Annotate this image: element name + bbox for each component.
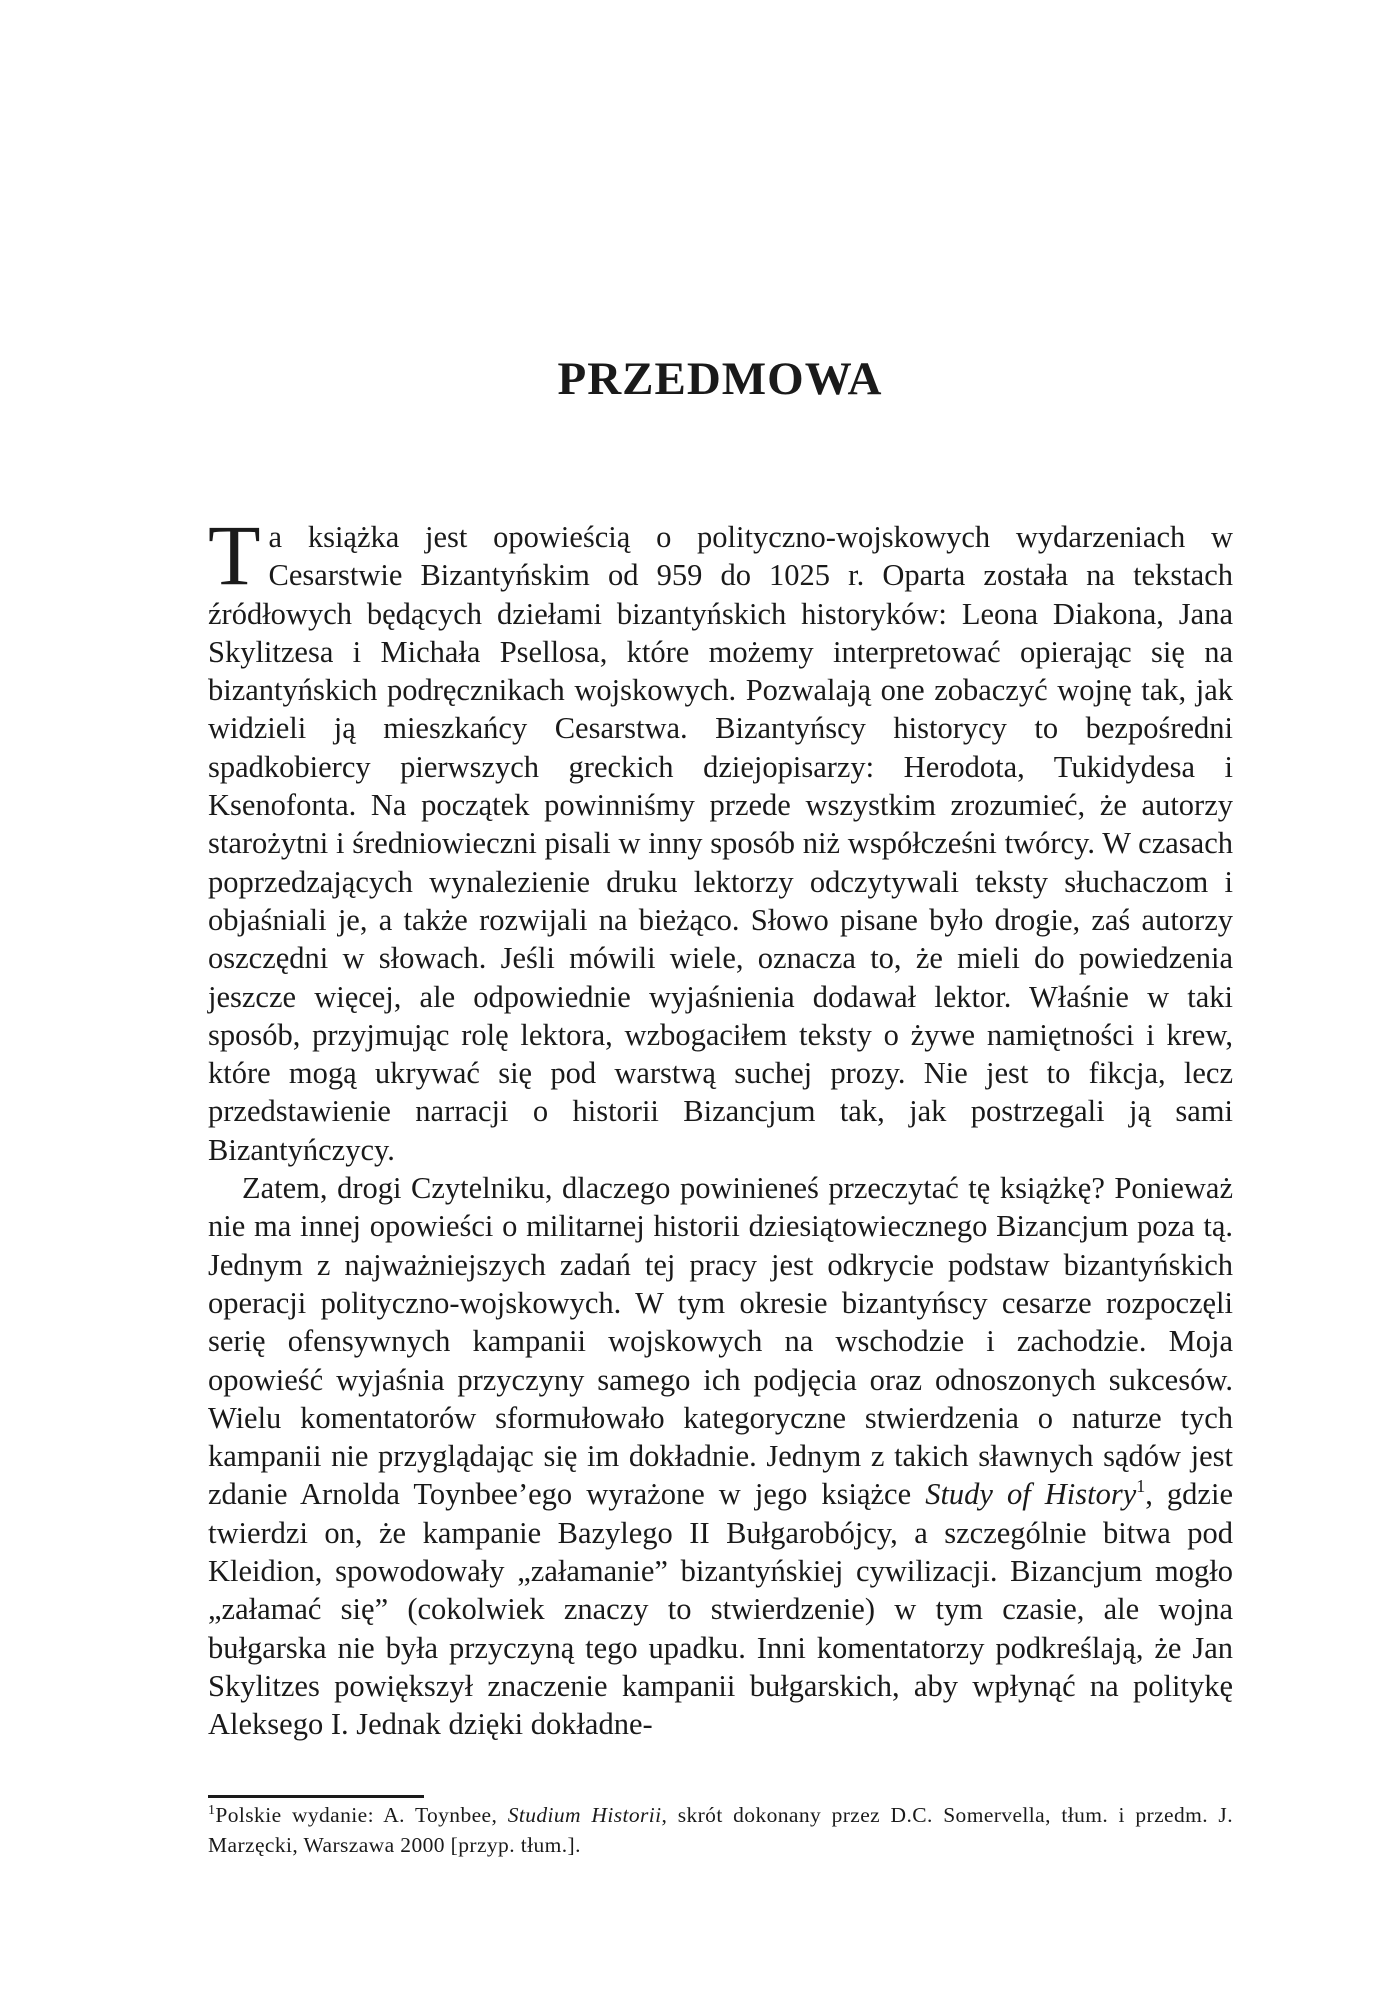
footnote-number: 1 [208, 1803, 216, 1818]
paragraph-1-text: a książka jest opowieścią o polityczno-wojskowych wydarzeniach w Cesarstwie Bizantyńskim od 959 do 1025 r. Oparta została na tekstach źródłowych będących dziełami bizantyńskich historyków: Leona Diakona, Jana Skylitzesa i Michała Psellosa, które możemy interpretować opierając się na bizantyńskich podręcznikach wojskowych. Pozwalają one zobaczyć wojnę tak, jak widzieli ją mieszkańcy Cesarstwa. Bizantyńscy historycy to bezpośredni spadkobiercy pierwszych greckich dziejopisarzy: Herodota, Tukidydesa i Ksenofonta. Na początek powinniśmy przede wszystkim zrozumieć, że autorzy starożytni i średniowieczni pisali w inny sposób niż współcześni twórcy. W czasach poprzedzających wynalezienie druku lektorzy odczytywali teksty słuchaczom i objaśniali je, a także rozwijali na bieżąco. Słowo pisane było drogie, zaś autorzy oszczędni w słowach. Jeśli mówili wiele, oznacza to, że mieli do powiedzenia jeszcze więcej, ale odpowiednie wyjaśnienia dodawał lektor. Właśnie w taki sposób, przyjmując rolę lektora, wzbogaciłem teksty o żywe namiętności i krew, które mogą ukrywać się pod warstwą suchej prozy. Nie jest to fikcja, lecz przedstawienie narracji o historii Bizancjum tak, jak postrzegali ją sami Bizantyńczycy. [208, 520, 1233, 1167]
footnote-reference[interactable]: 1 [1136, 1476, 1146, 1497]
paragraph-2-text-end: , gdzie twierdzi on, że kampanie Bazylego II Bułgarobójcy, a szczególnie bitwa pod Kleidion, spowodowały „załamanie” bizantyńskiej cywilizacji. Bizancjum mogło „załamać się” (cokolwiek znaczy to stwierdzenie) w tym czasie, ale wojna bułgarska nie była przyczyną tego upadku. Inni komentatorzy podkreślają, że Jan Skylitzes powiększył znaczenie kampanii bułgarskich, aby wpłynąć na politykę Aleksego I. Jednak dzięki dokładne- [208, 1477, 1233, 1742]
body-text [208, 507, 1233, 1744]
footnote-text-start: Polskie wydanie: A. Toynbee, [215, 1803, 508, 1827]
paragraph-1 [208, 507, 1233, 1169]
chapter-title: PRZEDMOWA [557, 353, 883, 405]
footnote-book-title: Studium Historii [507, 1803, 662, 1827]
drop-cap: T [208, 507, 261, 603]
paragraph-2-text-start: Zatem, drogi Czytelniku, dlaczego powinieneś przeczytać tę książkę? Ponieważ nie ma innej opowieści o militarnej historii dziesiątowiecznego Bizancjum poza tą. Jednym z najważniejszych zadań tej pracy jest odkrycie podstaw bizantyńskich operacji polityczno-wojskowych. W tym okresie bizantyńscy cesarze rozpoczęli serię ofensywnych kampanii wojskowych na wschodzie i zachodzie. Moja opowieść wyjaśnia przyczyny samego ich podjęcia oraz odnoszonych sukcesów. Wielu komentatorów sformułowało kategoryczne stwierdzenia o naturze tych kampanii nie przyglądając się im dokładnie. Jednym z takich sławnych sądów jest zdanie Arnolda Toynbee’ego wyrażone w jego książce [208, 1171, 1233, 1512]
footnote-text-end: , skrót dokonany przez D.C. Somervella, tłum. i przedm. J. Marzęcki, Warszawa 2000 [przyp. tłum.]. [208, 1803, 1233, 1857]
paragraph-2 [208, 1169, 1233, 1743]
footnote [208, 1800, 1233, 1860]
book-title-study-of-history: Study of History [925, 1477, 1137, 1512]
footnote-divider [208, 1795, 424, 1798]
